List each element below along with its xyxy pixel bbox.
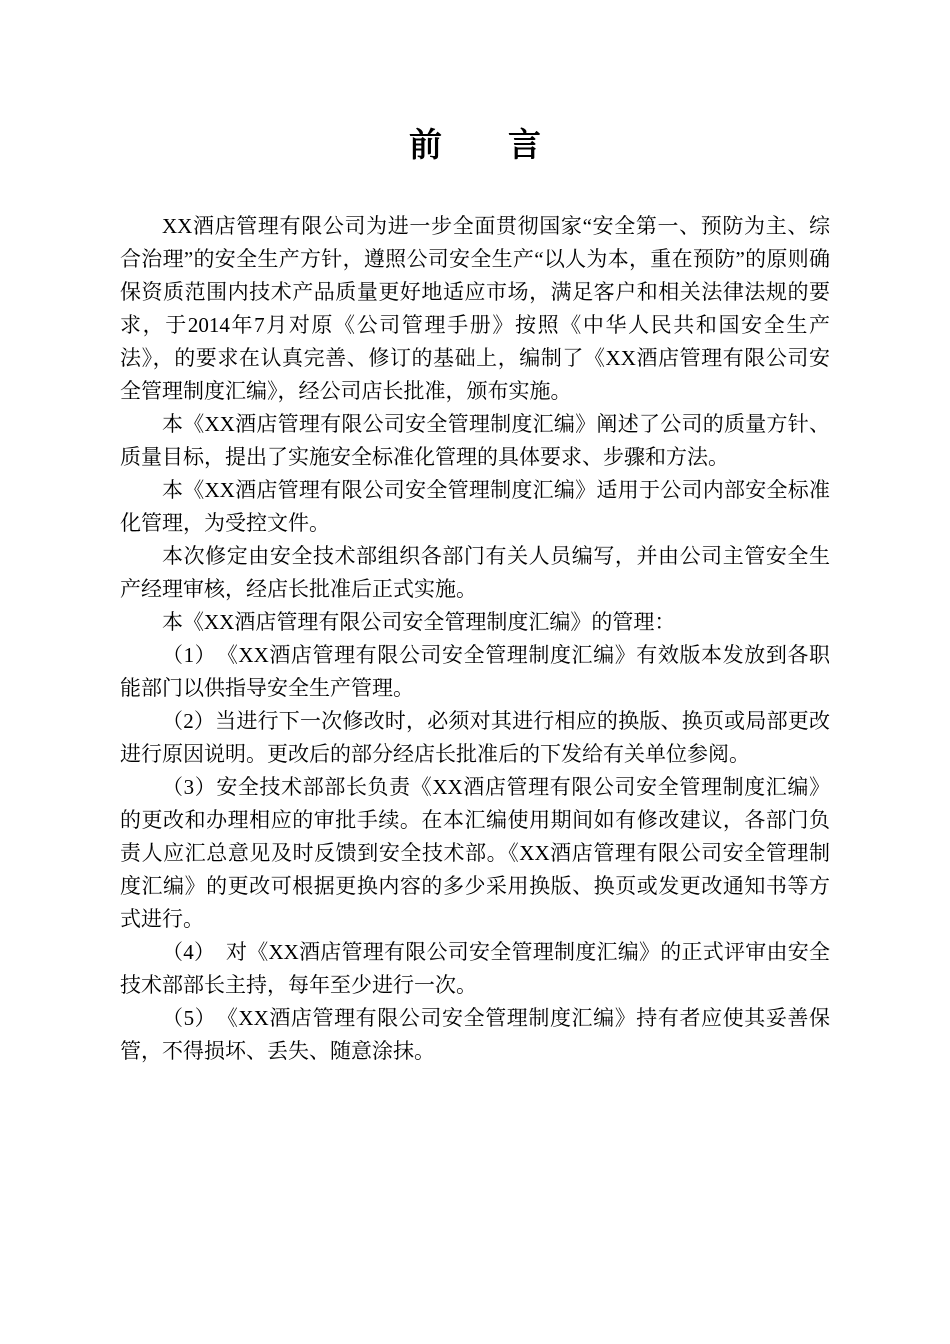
paragraph-item-3: （3）安全技术部部长负责《XX酒店管理有限公司安全管理制度汇编》的更改和办理相应的审批手续。在本汇编使用期间如有修改建议，各部门负责人应汇总意见及时反馈到安全技术部。《XX酒店管理有限公司安全管理制度汇编》的更改可根据更换内容的多少采用换版、换页或发更改通知书等方式进行。 — [120, 775, 830, 931]
paragraph-item-1: （1） 《XX酒店管理有限公司安全管理制度汇编》有效版本发放到各职能部门以供指导安全生产管理。 — [120, 643, 830, 700]
paragraph-item-5: （5） 《XX酒店管理有限公司安全管理制度汇编》持有者应使其妥善保管，不得损坏、丢失、随意涂抹。 — [120, 1006, 830, 1063]
paragraph-scope-statement: 本《XX酒店管理有限公司安全管理制度汇编》阐述了公司的质量方针、质量目标，提出了实施安全标准化管理的具体要求、步骤和方法。 — [120, 412, 830, 469]
paragraph-applicability: 本《XX酒店管理有限公司安全管理制度汇编》适用于公司内部安全标准化管理，为受控文件。 — [120, 478, 830, 535]
page-title: 前 言 — [409, 128, 541, 164]
paragraph-intro: XX酒店管理有限公司为进一步全面贯彻国家“安全第一、预防为主、综合治理”的安全生产方针，遵照公司安全生产“以人为本，重在预防”的原则确保资质范围内技术产品质量更好地适应市场，满足客户和相关法律法规的要求，于2014年7月对原《公司管理手册》按照《中华人民共和国安全生产法》，的要求在认真完善、修订的基础上，编制了《XX酒店管理有限公司安全管理制度汇编》，经公司店长批准，颁布实施。 — [120, 214, 830, 403]
paragraph-item-2: （2）当进行下一次修改时，必须对其进行相应的换版、换页或局部更改进行原因说明。更改后的部分经店长批准后的下发给有关单位参阅。 — [120, 709, 830, 766]
paragraph-revision-process: 本次修定由安全技术部组织各部门有关人员编写，并由公司主管安全生产经理审核，经店长批准后正式实施。 — [120, 544, 830, 601]
paragraph-management-heading: 本《XX酒店管理有限公司安全管理制度汇编》的管理： — [162, 610, 676, 634]
paragraph-item-4: （4） 对《XX酒店管理有限公司安全管理制度汇编》的正式评审由安全技术部部长主持，每年至少进行一次。 — [120, 940, 830, 997]
